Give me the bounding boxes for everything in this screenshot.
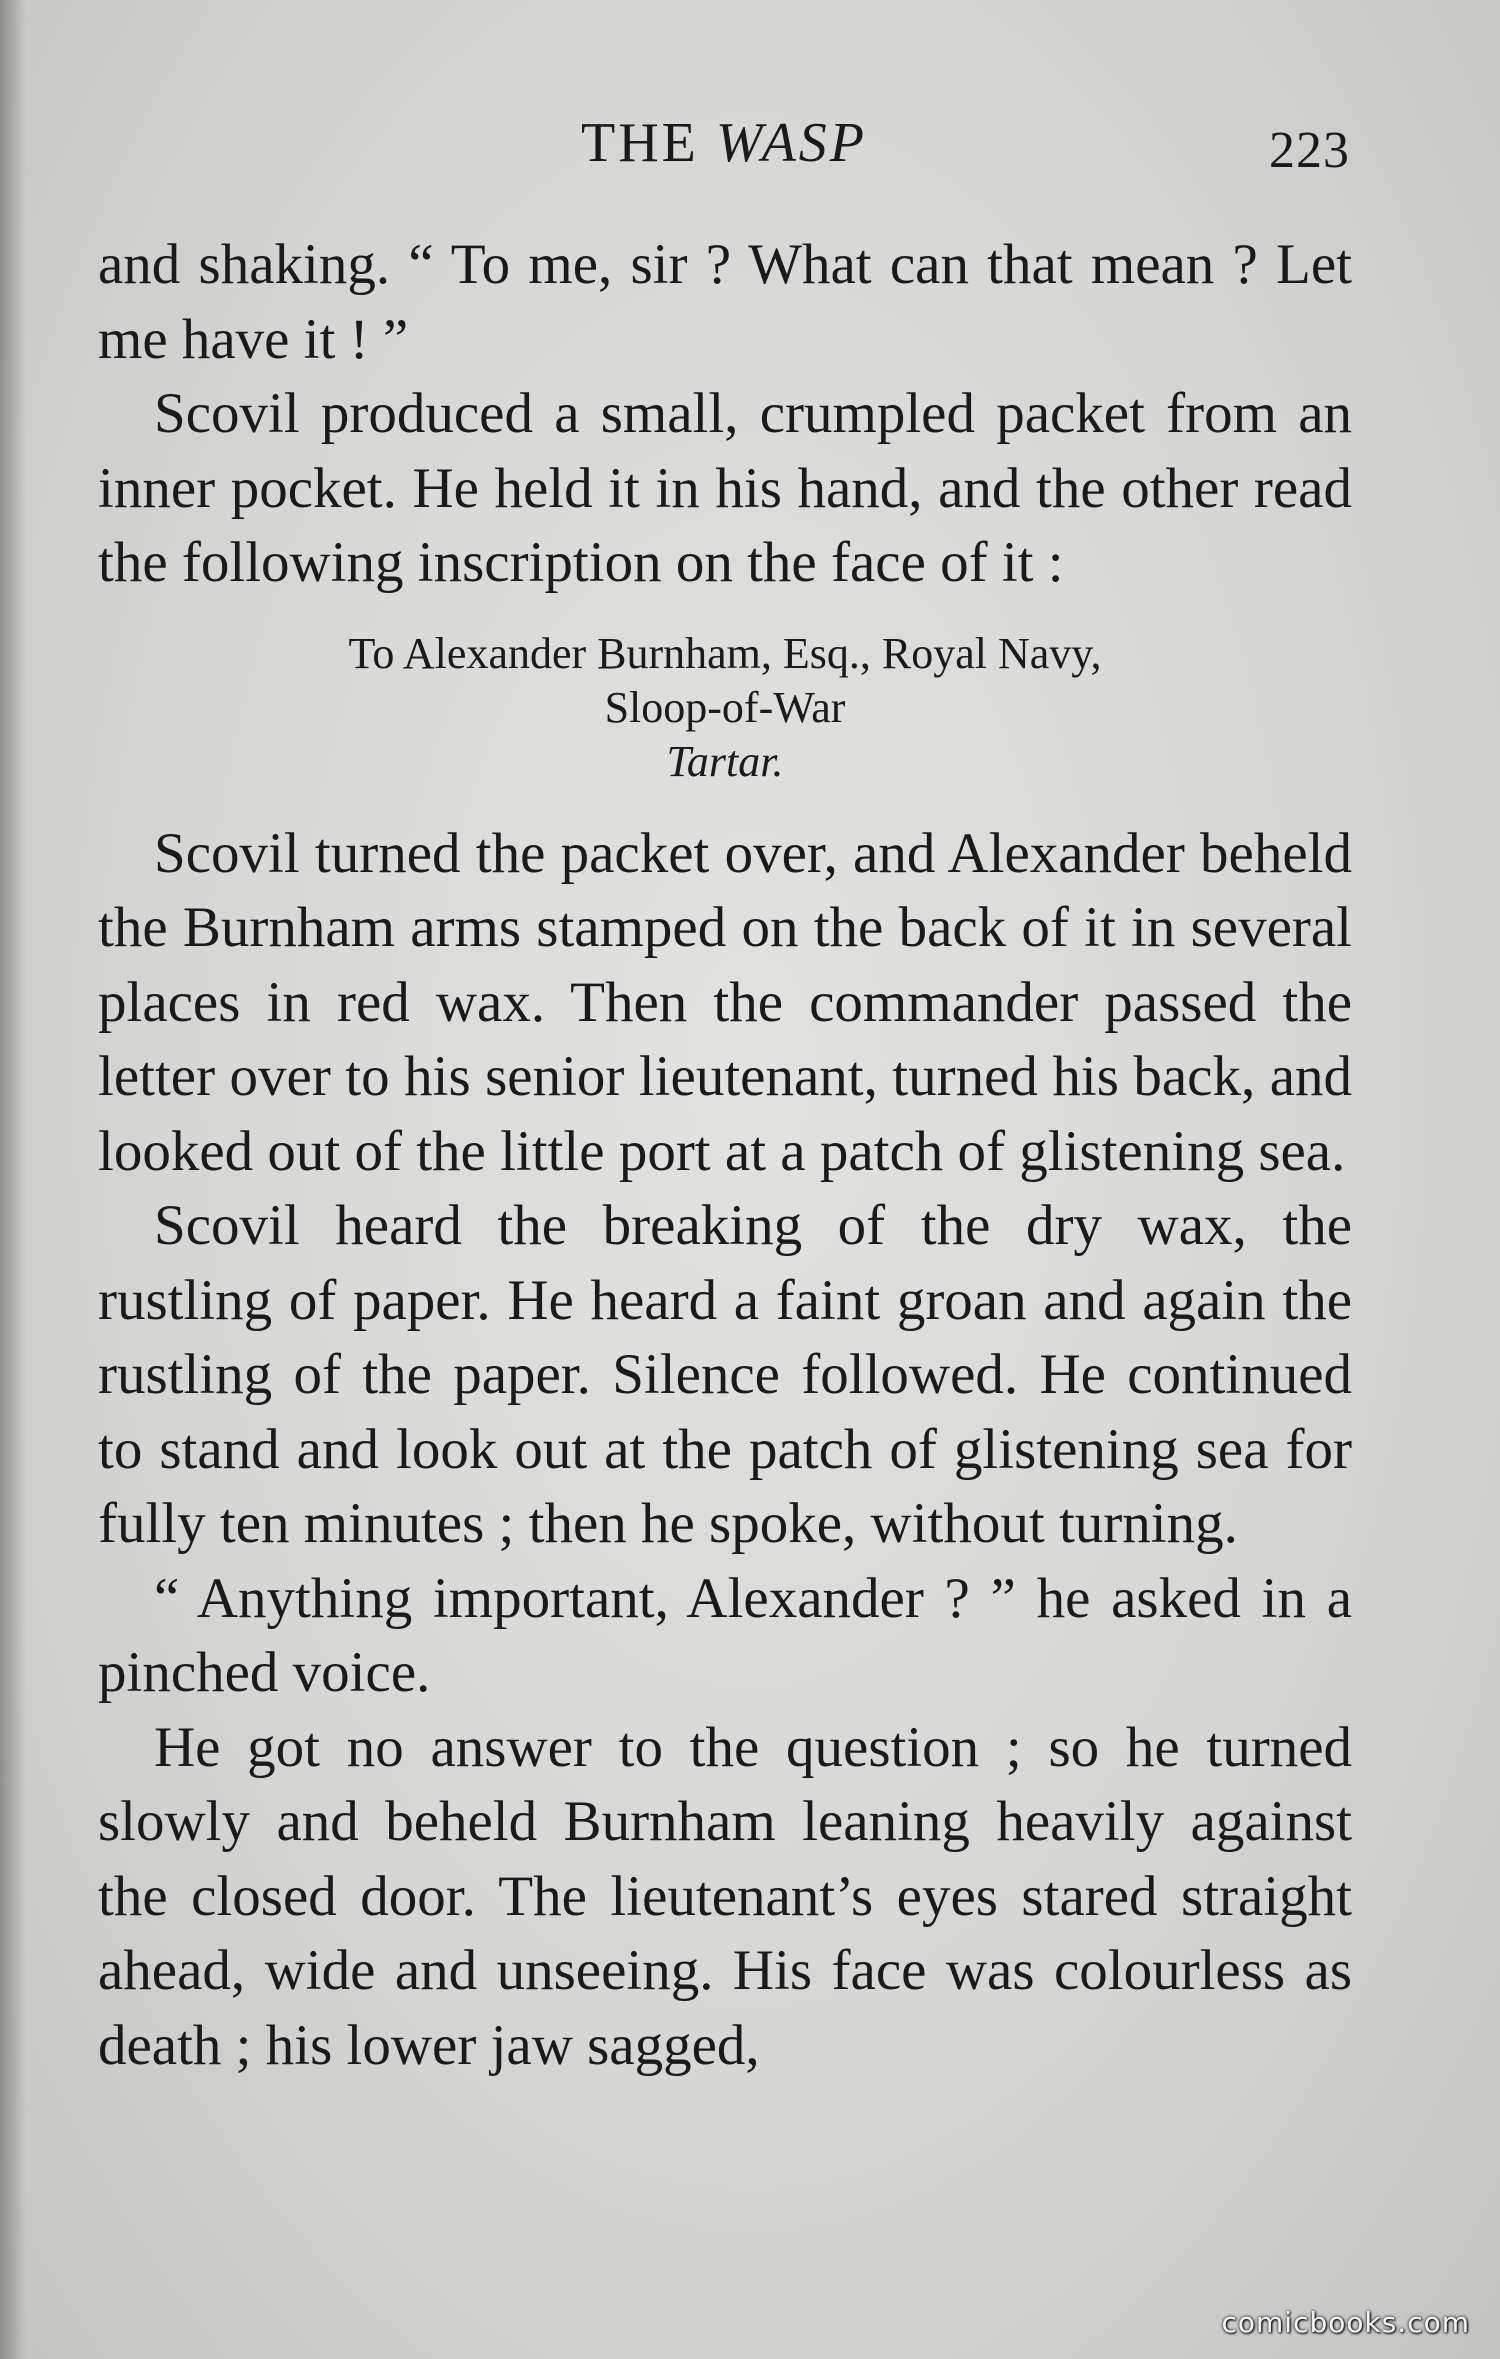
paragraph-5: “ Anything important, Alexander ? ” he asked in a pinched voice. [98,1566,1352,1704]
chapter-title [98,108,1350,178]
paragraph-1: and shaking. “ To me, sir ? What can that mean ? Let me have it ! ” [98,233,1352,371]
paragraph-3: Scovil turned the packet over, and Alexander beheld the Burnham arms stamped on the back of it in several places in red wax. Then the commander passed the letter over to his senior lieutenant, turned his back, and looked out of the little port at a patch of glistening sea. [98,821,1352,1183]
address-line-1: To Alexander Burnham, Esq., Royal Navy, [348,628,1102,678]
paragraph-6: He got no answer to the question ; so he turned slowly and beheld Burnham leaning heavily against the closed door. The lieutenant’s eyes stared straight ahead, wide and unseeing. His face was colourless as death ; his lower jaw sagged, [98,1715,1352,2077]
address-line-2 [98,681,1352,789]
title-prefix: THE [580,112,716,174]
body-text [98,228,1352,2083]
watermark: comicbooks.com [1221,2306,1470,2339]
running-head [98,108,1350,178]
paragraph-4: Scovil heard the breaking of the dry wax, the rustling of paper. He heard a faint groan and again the rustling of the paper. Silence followed. He continued to stand and look out at the patch of glistening sea for fully ten minutes ; then he spoke, without turning. [98,1194,1352,1555]
letter-address [98,627,1352,789]
paragraph-2: Scovil produced a small, crumpled packet from an inner pocket. He held it in his hand, and the other read the following inscription on the face of it : [98,382,1352,594]
title-italic: WASP [715,112,867,174]
address-line-2-prefix: Sloop-of-War [604,682,846,732]
page-number: 223 [1269,122,1350,179]
ship-name: Tartar. [666,736,784,786]
